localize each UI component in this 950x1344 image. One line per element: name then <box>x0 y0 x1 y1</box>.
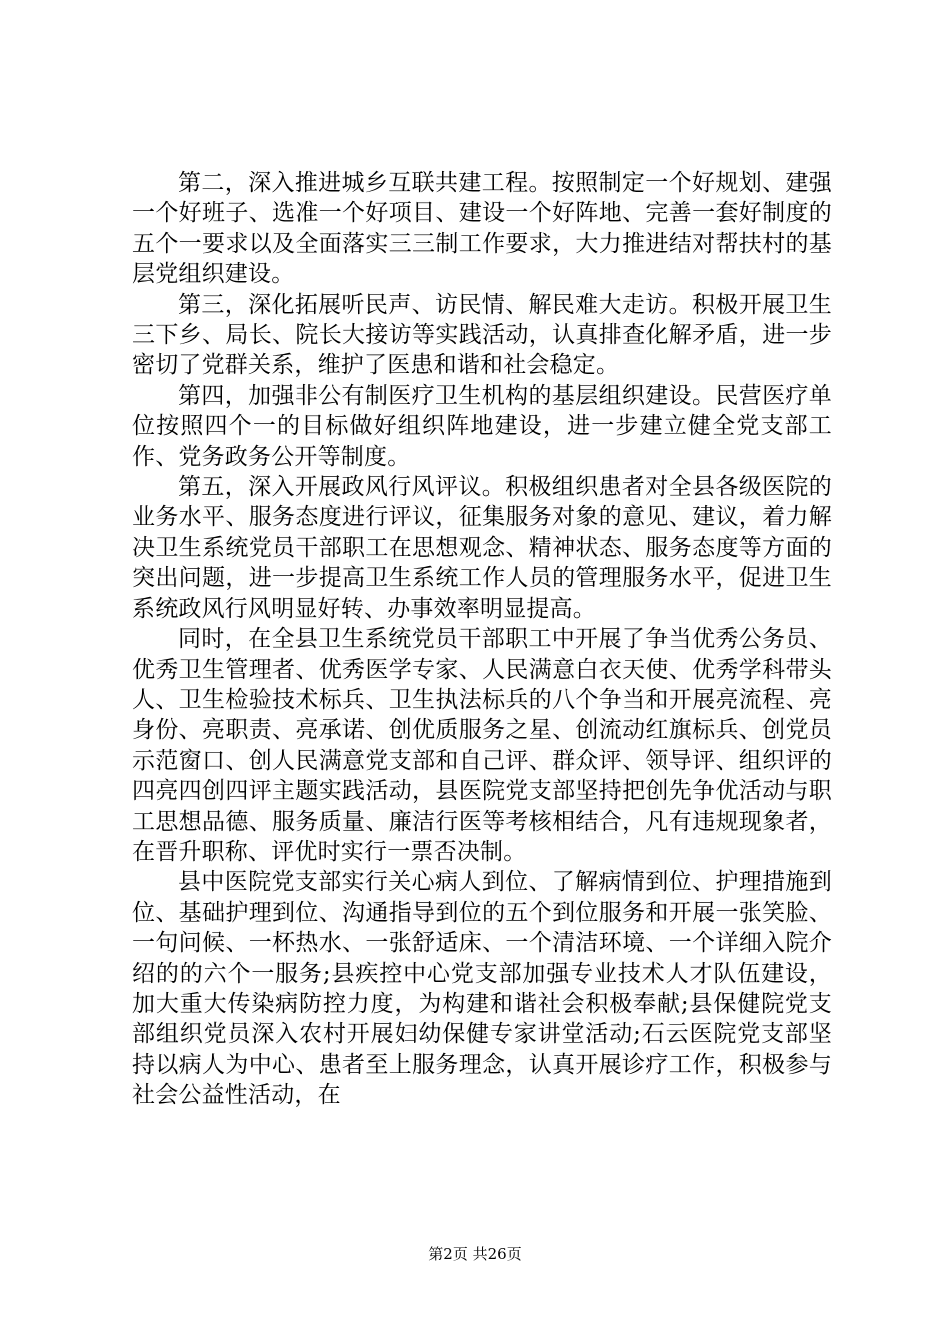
paragraph-tcm-hospital: 县中医院党支部实行关心病人到位、了解病情到位、护理措施到位、基础护理到位、沟通指导到位的五个到位服务和开展一张笑脸、一句问候、一杯热水、一张舒适床、一个清洁环境、一个详细入院介绍的的六个一服务;县疾控中心党支部加强专业技术人才队伍建设，加大重大传染病防控力度，为构建和谐社会积极奉献;县保健院党支部组织党员深入农村开展妇幼保健专家讲堂活动;石云医院党支部坚持以病人为中心、患者至上服务理念，认真开展诊疗工作，积极参与社会公益性活动，在 <box>132 869 832 1109</box>
paragraph-fifth: 第五，深入开展政风行风评议。积极组织患者对全县各级医院的业务水平、服务态度进行评议，征集服务对象的意见、建议，着力解决卫生系统党员干部职工在思想观念、精神状态、服务态度等方面的突出问题，进一步提高卫生系统工作人员的管理服务水平，促进卫生系统政风行风明显好转、办事效率明显提高。 <box>132 474 832 622</box>
paragraph-meanwhile: 同时，在全县卫生系统党员干部职工中开展了争当优秀公务员、优秀卫生管理者、优秀医学专家、人民满意白衣天使、优秀学科带头人、卫生检验技术标兵、卫生执法标兵的八个争当和开展亮流程、亮身份、亮职责、亮承诺、创优质服务之星、创流动红旗标兵、创党员示范窗口、创人民满意党支部和自己评、群众评、领导评、组织评的四亮四创四评主题实践活动，县医院党支部坚持把创先争优活动与职工思想品德、服务质量、廉洁行医等考核相结合，凡有违规现象者，在晋升职称、评优时实行一票否决制。 <box>132 626 832 865</box>
page-number-footer: 第2页 共26页 <box>428 1245 522 1263</box>
paragraph-second: 第二，深入推进城乡互联共建工程。按照制定一个好规划、建强一个好班子、选准一个好项目、建设一个好阵地、完善一套好制度的五个一要求以及全面落实三三制工作要求，大力推进结对帮扶村的基层党组织建设。 <box>132 170 832 288</box>
paragraph-fourth: 第四，加强非公有制医疗卫生机构的基层组织建设。民营医疗单位按照四个一的目标做好组织阵地建设，进一步建立健全党支部工作、党务政务公开等制度。 <box>132 382 832 470</box>
paragraph-third: 第三，深化拓展听民声、访民情、解民难大走访。积极开展卫生三下乡、局长、院长大接访等实践活动，认真排查化解矛盾，进一步密切了党群关系，维护了医患和谐和社会稳定。 <box>132 291 832 379</box>
document-body <box>132 168 832 1111</box>
